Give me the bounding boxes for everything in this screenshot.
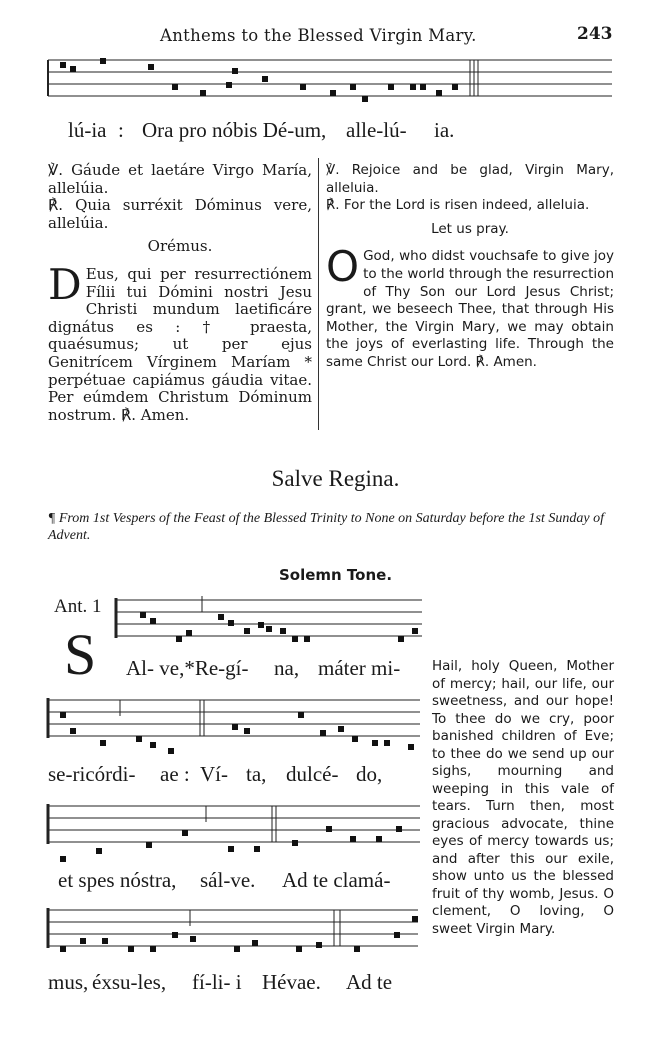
neume	[150, 618, 156, 624]
salve-lyric: se-ricórdi-	[48, 762, 136, 786]
salve-lyric: mus,	[48, 970, 89, 994]
neume	[396, 826, 402, 832]
neume	[350, 836, 356, 842]
page-number: 243	[577, 24, 613, 44]
neume	[60, 62, 66, 68]
neume	[420, 84, 426, 90]
salve-lyric: Al- ve,*Re-gí-	[126, 656, 249, 680]
salve-lyric: fí-li- i	[192, 970, 242, 994]
neume	[258, 622, 264, 628]
neume	[292, 840, 298, 846]
neume	[128, 946, 134, 952]
neume	[182, 830, 188, 836]
neume	[70, 728, 76, 734]
neume	[292, 636, 298, 642]
running-header: Anthems to the Blessed Virgin Mary.	[160, 26, 477, 45]
salve-lyric: do,	[356, 762, 383, 786]
neume	[150, 946, 156, 952]
neume	[176, 636, 182, 642]
salve-lyric: et spes nóstra,	[58, 868, 177, 892]
neume	[186, 630, 192, 636]
salve-lyric: Hévae.	[262, 970, 321, 994]
neume	[150, 742, 156, 748]
latin-response: ℟. Quia surréxit Dóminus vere, allelúia.	[48, 196, 312, 232]
neume	[190, 936, 196, 942]
salve-lyric: ta,	[246, 762, 267, 786]
latin-dropcap: D	[48, 259, 82, 309]
top-lyric-5: ia.	[434, 118, 455, 142]
top-lyric-2: :	[118, 118, 124, 142]
neume	[326, 826, 332, 832]
neume	[148, 64, 154, 70]
neume	[412, 628, 418, 634]
neume	[80, 938, 86, 944]
neume	[350, 84, 356, 90]
neume	[300, 84, 306, 90]
neume	[228, 846, 234, 852]
latin-prayer: Eus, qui per resurrectiónem Fílii tui Dómini nostri Jesu Christi mundum laetificáre dignátus es : † praesta, quaésumus; ut per ejus Genitrícem Vírginem Maríam * perpétuae capiámus gáudia vitae. Per eúmdem Christum Dóminum nostrum. ℟. Amen.	[48, 264, 312, 424]
neume	[338, 726, 344, 732]
neume	[232, 724, 238, 730]
neume	[232, 68, 238, 74]
salve-lyric: na,	[274, 656, 300, 680]
salve-lyric: sál-ve.	[200, 868, 256, 892]
neume	[408, 744, 414, 750]
english-prayer: God, who didst vouchsafe to give joy to the world through the resurrection of Thy Son our Lord Jesus Christ; grant, we beseech Thee, that through His Mother, the Virgin Mary, we may obtain the joys of everlasting life. Through the same Christ our Lord. ℟. Amen.	[326, 248, 614, 370]
neume	[200, 90, 206, 96]
neume	[228, 620, 234, 626]
neume	[398, 636, 404, 642]
salve-lyric: Ad te clamá-	[282, 868, 391, 892]
neume	[388, 84, 394, 90]
salve-lyric: máter mi-	[318, 656, 401, 680]
neume	[354, 946, 360, 952]
neume	[140, 612, 146, 618]
neume	[304, 636, 310, 642]
top-lyric-4: alle-lú-	[346, 118, 407, 142]
english-column	[326, 162, 614, 372]
neume	[394, 932, 400, 938]
latin-versicle: ℣. Gáude et laetáre Virgo María, allelúia.	[48, 161, 312, 197]
neume	[320, 730, 326, 736]
neume	[266, 626, 272, 632]
english-dropcap: O	[326, 242, 360, 292]
english-response: ℟. For the Lord is risen indeed, alleluia.	[326, 197, 590, 214]
neume	[410, 84, 416, 90]
neume	[372, 740, 378, 746]
salve-lyric: ae :	[160, 762, 190, 786]
neume	[244, 728, 250, 734]
neume	[234, 946, 240, 952]
neume	[412, 916, 418, 922]
salve-regina-title: Salve Regina.	[271, 466, 400, 491]
neume	[316, 942, 322, 948]
neume	[226, 82, 232, 88]
neume	[436, 90, 442, 96]
neume	[60, 856, 66, 862]
neume	[330, 90, 336, 96]
latin-oremus: Orémus.	[147, 237, 213, 256]
neume	[218, 614, 224, 620]
salve-lyric: Ad te	[346, 970, 393, 994]
neume	[168, 748, 174, 754]
neume	[60, 946, 66, 952]
english-let-us-pray: Let us pray.	[431, 220, 509, 237]
neume	[96, 848, 102, 854]
neume	[70, 66, 76, 72]
solemn-tone-heading: Solemn Tone.	[278, 566, 393, 584]
neume	[102, 938, 108, 944]
salve-lyric: dulcé-	[286, 762, 339, 786]
neume	[296, 946, 302, 952]
salve-lyric: éxsu-les,	[92, 970, 167, 994]
neume	[452, 84, 458, 90]
neume	[100, 58, 106, 64]
latin-column	[48, 162, 312, 424]
big-initial: S	[64, 622, 97, 687]
neume	[60, 712, 66, 718]
neume	[100, 740, 106, 746]
english-translation: Hail, holy Queen, Mother of mercy; hail, our life, our sweetness, and our hope! To thee do we cry, poor banished children of Eve; to thee do we send up our sighs, mourning and weeping in this vale of tears. Turn then, most gracious advocate, thine eyes of mercy towards us; and after this our exile, show unto us the blessed fruit of thy womb, Jesus. O clement, O loving, O sweet Virgin Mary.	[432, 658, 614, 937]
column-divider	[318, 158, 319, 430]
top-lyric-1: lú-ia	[68, 118, 107, 142]
neume	[172, 932, 178, 938]
neume	[384, 740, 390, 746]
neume	[298, 712, 304, 718]
top-lyric-3: Ora pro nóbis Dé-um,	[142, 118, 327, 142]
salve-lyric: Ví-	[200, 762, 228, 786]
neume	[252, 940, 258, 946]
neume	[244, 628, 250, 634]
neume	[172, 84, 178, 90]
rubric: ¶ From 1st Vespers of the Feast of the Blessed Trinity to None on Saturday before the 1st Sunday of Advent.	[48, 511, 604, 543]
neume	[352, 736, 358, 742]
antiphon-label: Ant. 1	[54, 596, 102, 617]
neume	[280, 628, 286, 634]
neume	[362, 96, 368, 102]
neume	[262, 76, 268, 82]
neume	[254, 846, 260, 852]
neume	[376, 836, 382, 842]
neume	[136, 736, 142, 742]
neume	[146, 842, 152, 848]
english-versicle: ℣. Rejoice and be glad, Virgin Mary, alleluia.	[326, 162, 614, 196]
